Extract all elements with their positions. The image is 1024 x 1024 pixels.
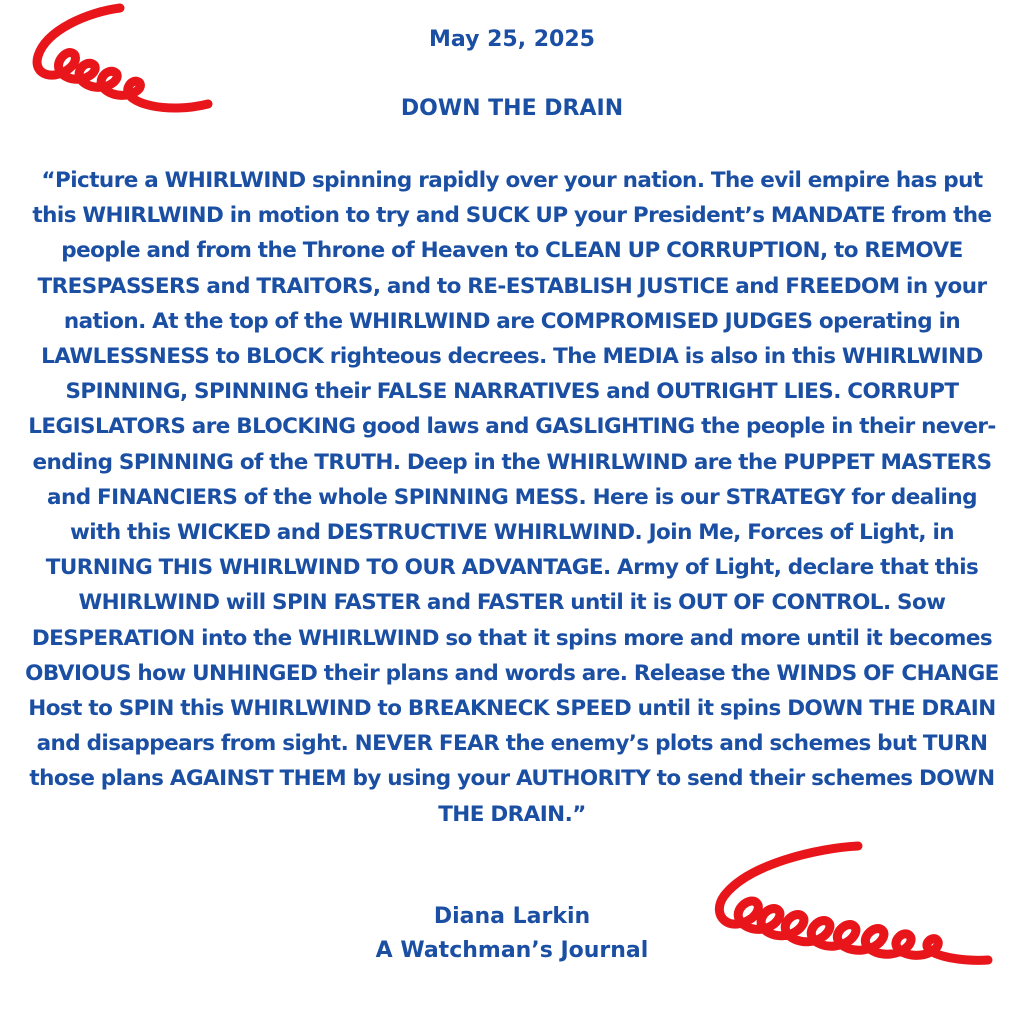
entry-body: “Picture a WHIRLWIND spinning rapidly over your nation. The evil empire has put this WHIRLWIND in motion to try and SUCK UP your President’s MANDATE from the people and from the Throne of Heaven to CLEAN UP CORRUPTION, to REMOVE TRESPASSERS and TRAITORS, and to RE-ESTABLISH JUSTICE and FREEDOM in your nation. At the top of the WHIRLWIND are COMPROMISED JUDGES operating in LAWLESSNESS to BLOCK righteous decrees. The MEDIA is also in this WHIRLWIND SPINNING, SPINNING their FALSE NARRATIVES and OUTRIGHT LIES. CORRUPT LEGISLATORS are BLOCKING good laws and GASLIGHTING the people in their never-ending SPINNING of the TRUTH. Deep in the WHIRLWIND are the PUPPET MASTERS and FINANCIERS of the whole SPINNING MESS. Here is our STRATEGY for dealing with this WICKED and DESTRUCTIVE WHIRLWIND. Join Me, Forces of Light, in TURNING THIS WHIRLWIND TO OUR ADVANTAGE. Army of Light, declare that this WHIRLWIND will SPIN FASTER and FASTER until it is OUT OF CONTROL. Sow DESPERATION into the WHIRLWIND so that it spins more and more until it becomes OBVIOUS how UNHINGED their plans and words are. Release the WINDS OF CHANGE Host to SPIN this WHIRLWIND to BREAKNECK SPEED until it spins DOWN THE DRAIN and disappears from sight. NEVER FEAR the enemy’s plots and schemes but TURN those plans AGAINST THEM by using your AUTHORITY to send their schemes DOWN THE DRAIN.” (25, 168, 999, 827)
entry-title: DOWN THE DRAIN (400, 96, 624, 121)
publication-name: A Watchman’s Journal (375, 938, 649, 963)
author-name: Diana Larkin (433, 904, 591, 929)
red-scribble-icon (708, 834, 998, 974)
entry-date: May 25, 2025 (429, 27, 595, 52)
